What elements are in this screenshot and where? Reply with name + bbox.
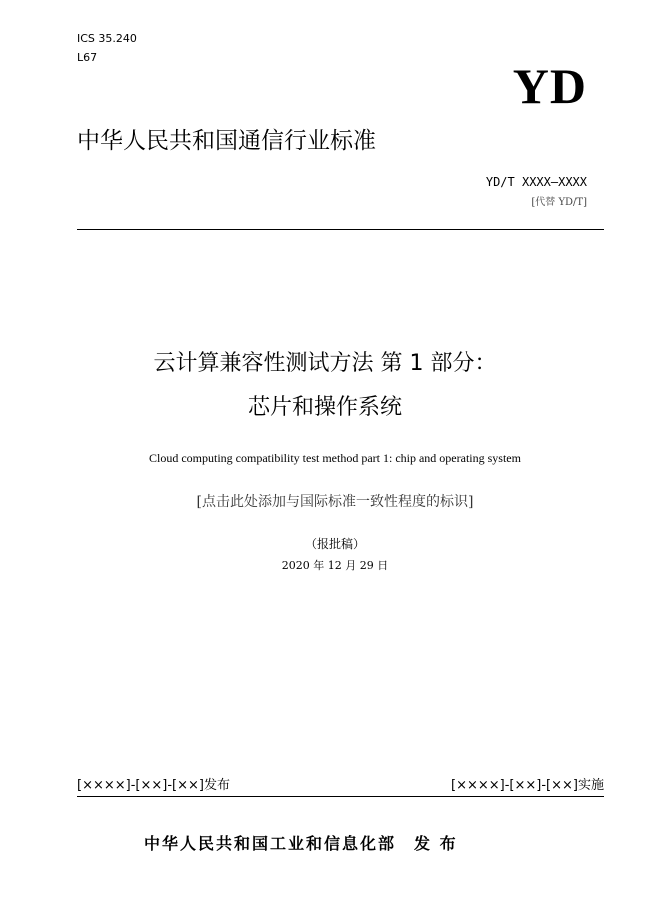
implementation-date[interactable]: [××××]-[××]-[××]实施 xyxy=(451,778,604,793)
top-divider xyxy=(77,229,604,230)
standard-category: 中华人民共和国通信行业标准 xyxy=(77,128,376,154)
ics-code: ICS 35.240 xyxy=(77,32,137,45)
bottom-divider xyxy=(77,796,604,797)
publisher: 中华人民共和国工业和信息化部 发 布 xyxy=(144,834,458,853)
document-title-line1: 云计算兼容性测试方法 第 1 部分： xyxy=(153,351,497,376)
consistency-placeholder[interactable]: [点击此处添加与国际标准一致性程度的标识] xyxy=(196,494,474,510)
document-title-line2: 芯片和操作系统 xyxy=(247,395,402,420)
draft-date: 2020 年 12 月 29 日 xyxy=(281,559,389,572)
english-title: Cloud computing compatibility test method part 1: chip and operating system xyxy=(149,451,521,465)
standard-number[interactable]: YD/T XXXX—XXXX xyxy=(485,175,587,189)
issue-date[interactable]: [××××]-[××]-[××]发布 xyxy=(77,778,230,793)
draft-status: （报批稿） xyxy=(304,537,365,551)
ccs-code: L67 xyxy=(77,51,98,64)
standard-logo: YD xyxy=(512,58,587,114)
replaces-note[interactable]: [代替 YD/T] xyxy=(531,197,587,208)
